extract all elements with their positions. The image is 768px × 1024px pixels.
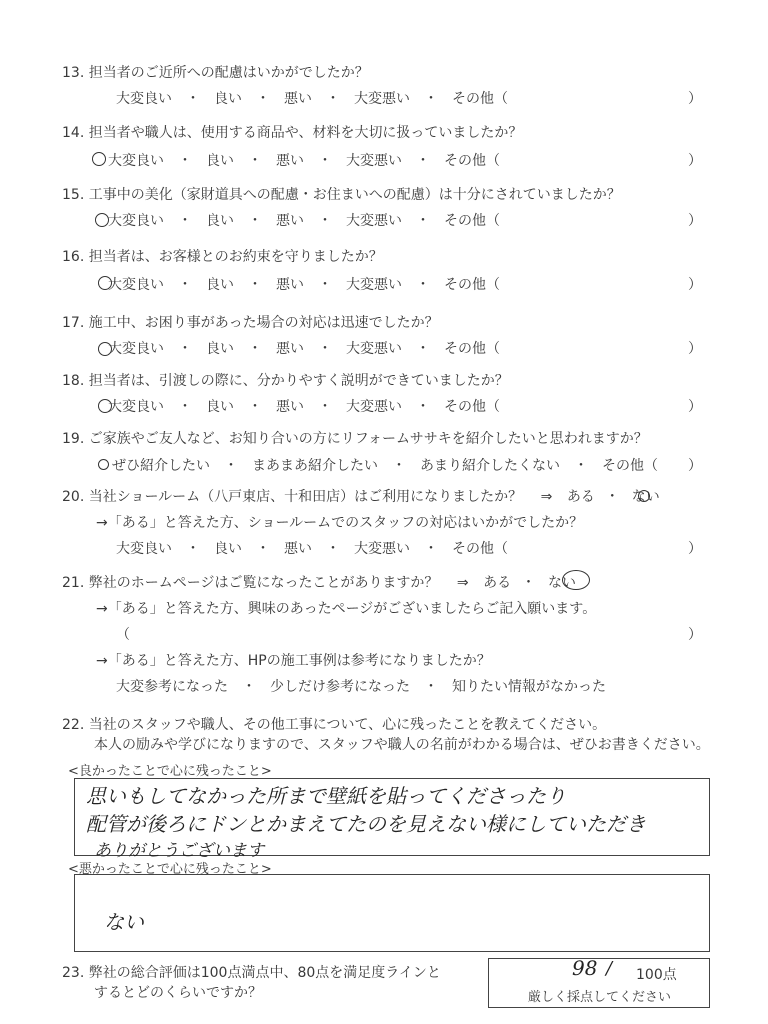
q22-text: 22. 当社のスタッフや職人、その他工事について、心に残ったことを教えてください。 [62,717,607,733]
option-very-bad[interactable]: 大変悪い [346,213,402,229]
good-label: <良かったことで心に残ったこと> [68,764,272,779]
option-very-good[interactable]: 大変良い [116,541,172,557]
option-very-bad[interactable]: 大変悪い [354,541,410,557]
option-very-bad[interactable]: 大変悪い [346,153,402,169]
option-good[interactable]: 良い [206,153,234,169]
option-other[interactable]: その他（ [444,213,500,229]
option-very-bad[interactable]: 大変悪い [346,341,402,357]
option-other[interactable]: その他（ [444,153,500,169]
option-not-found[interactable]: 知りたい情報がなかった [452,679,606,695]
option-bad[interactable]: 悪い [276,153,304,169]
option-slightly-helpful[interactable]: 少しだけ参考になった [270,679,410,695]
q22-text-2: 本人の励みや学びになりますので、スタッフや職人の名前がわかる場合は、ぜひお書きください。 [94,737,710,753]
bad-comment-text: ない [104,910,144,934]
option-somewhat[interactable]: まあまあ紹介したい [252,458,378,474]
option-very-good[interactable]: 大変良い [108,399,164,415]
option-other[interactable]: その他（ [452,541,508,557]
q20-close-paren: ） [688,541,702,557]
q13-text: 13. 担当者のご近所への配慮はいかがでしたか？ [62,65,369,81]
option-good[interactable]: 良い [206,399,234,415]
q19-text: 19. ご家族やご友人など、お知り合いの方にリフォームササキを紹介したいと思われますか？ [62,431,648,447]
q14-text: 14. 担当者や職人は、使用する商品や、材料を大切に扱っていましたか？ [62,125,523,141]
score-value: 98 [572,956,598,980]
q15-close-paren: ） [688,213,702,229]
good-comment-line-3: ありがとうございます [94,841,264,861]
q13-close-paren: ） [688,91,702,107]
q18-options: 大変良い ・ 良い ・ 悪い ・ 大変悪い ・ その他（ [108,396,500,416]
q21-open-paren: （ [116,627,130,643]
option-very-helpful[interactable]: 大変参考になった [116,679,228,695]
q13-options: 大変良い ・ 良い ・ 悪い ・ 大変悪い ・ その他（ [116,88,508,108]
option-good[interactable]: 良い [206,341,234,357]
q17-text: 17. 施工中、お困り事があった場合の対応は迅速でしたか？ [62,315,439,331]
option-good[interactable]: 良い [206,277,234,293]
option-definitely[interactable]: ぜひ紹介したい [112,458,210,474]
q16-options: 大変良い ・ 良い ・ 悪い ・ 大変悪い ・ その他（ [108,274,500,294]
bad-label: <悪かったことで心に残ったこと> [68,862,272,877]
option-good[interactable]: 良い [214,541,242,557]
q17-close-paren: ） [688,341,702,357]
option-very-bad[interactable]: 大変悪い [354,91,410,107]
option-very-good[interactable]: 大変良い [108,213,164,229]
option-other[interactable]: その他（ [444,341,500,357]
q15-text: 15. 工事中の美化（家財道具への配慮・お住まいへの配慮）は十分にされていましたか？ [62,187,621,203]
q17-options: 大変良い ・ 良い ・ 悪い ・ 大変悪い ・ その他（ [108,338,500,358]
q21-no[interactable]: ない [547,575,576,591]
q16-text: 16. 担当者は、お客様とのお約束を守りましたか？ [62,249,383,265]
option-other[interactable]: その他（ [444,399,500,415]
circle-mark [98,459,109,470]
option-very-bad[interactable]: 大変悪い [346,399,402,415]
q20-followup: →「ある」と答えた方、ショールームでのスタッフの対応はいかがでしたか？ [96,515,584,531]
q21-followup-1: →「ある」と答えた方、興味のあったページがございましたらご記入願います。 [96,601,597,617]
bad-comment-box[interactable] [74,874,710,952]
q18-text: 18. 担当者は、引渡しの際に、分かりやすく説明ができていましたか？ [62,373,509,389]
option-good[interactable]: 良い [206,213,234,229]
option-very-bad[interactable]: 大変悪い [346,277,402,293]
q23-text: 23. 弊社の総合評価は100点満点中、80点を満足度ラインと [62,965,441,981]
q16-close-paren: ） [688,277,702,293]
option-bad[interactable]: 悪い [284,541,312,557]
option-very-good[interactable]: 大変良い [108,341,164,357]
q14-options: 大変良い ・ 良い ・ 悪い ・ 大変悪い ・ その他（ [108,150,500,170]
good-comment-line-2: 配管が後ろにドンとかまえてたのを見えない様にしていただき [86,812,646,836]
option-very-good[interactable]: 大変良い [108,153,164,169]
q14-close-paren: ） [688,153,702,169]
option-bad[interactable]: 悪い [276,277,304,293]
circle-mark [95,213,109,227]
score-note: 厳しく採点してください [528,990,672,1005]
score-max: 100点 [636,967,677,983]
q21-text: 21. 弊社のホームページはご覧になったことがありますか？ ⇒ ある ・ ない [62,575,576,591]
option-other[interactable]: その他（ [444,277,500,293]
q23-text-2: するとどのくらいですか？ [94,985,262,1001]
q18-close-paren: ） [688,399,702,415]
q21-close-paren: ） [688,627,702,643]
score-slash: / [606,958,613,979]
q15-options: 大変良い ・ 良い ・ 悪い ・ 大変悪い ・ その他（ [108,210,500,230]
option-bad[interactable]: 悪い [276,399,304,415]
q20-yes[interactable]: ある [566,489,595,505]
q19-close-paren: ） [688,458,702,474]
q20-options: 大変良い ・ 良い ・ 悪い ・ 大変悪い ・ その他（ [116,538,508,558]
q20-text: 20. 当社ショールーム（八戸東店、十和田店）はご利用になりましたか？ ⇒ ある ・ ない [62,489,660,505]
circle-mark [92,152,106,166]
circle-mark [638,490,650,502]
option-not-really[interactable]: あまり紹介したくない [420,458,560,474]
circle-mark [562,570,590,590]
good-comment-line-1: 思いもしてなかった所まで壁紙を貼ってくださったり [86,784,566,808]
option-bad[interactable]: 悪い [276,341,304,357]
option-other[interactable]: その他（ [452,91,508,107]
option-good[interactable]: 良い [214,91,242,107]
q21-options: 大変参考になった ・ 少しだけ参考になった ・ 知りたい情報がなかった [116,676,606,696]
q20-no[interactable]: ない [631,489,660,505]
option-other[interactable]: その他（ [602,458,658,474]
option-very-good[interactable]: 大変良い [116,91,172,107]
option-bad[interactable]: 悪い [284,91,312,107]
option-very-good[interactable]: 大変良い [108,277,164,293]
q21-yes[interactable]: ある [483,575,512,591]
option-bad[interactable]: 悪い [276,213,304,229]
q19-options: ぜひ紹介したい ・ まあまあ紹介したい ・ あまり紹介したくない ・ その他（ [112,455,658,475]
q21-followup-2: →「ある」と答えた方、HPの施工事例は参考になりましたか？ [96,653,491,669]
